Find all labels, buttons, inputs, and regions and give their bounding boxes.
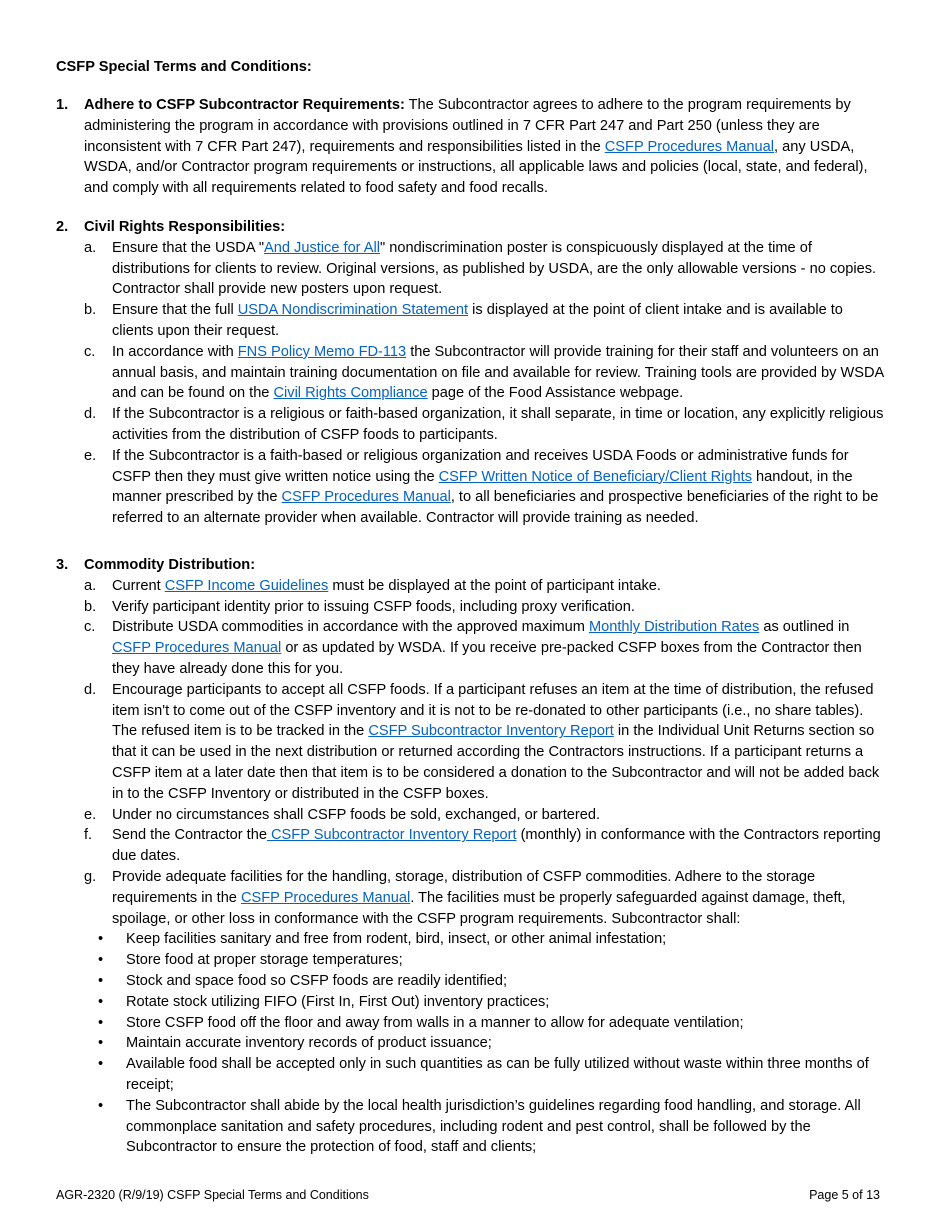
bullet-text: Store CSFP food off the floor and away from walls in a manner to allow for adequate ventilation; <box>126 1014 744 1031</box>
text-run: in the Individual Unit Returns section so that it can be used in the next distribution or returned according the Contractors instructions. If a participant returns a CSFP item at a later date then that item is to be considered a donation to the Subcontractor and will not be added back in to the CSFP Inventory or distributed in the CSFP boxes. <box>112 723 880 802</box>
item-letter: f. <box>84 827 93 844</box>
bullet-text: Maintain accurate inventory records of product issuance; <box>126 1035 492 1052</box>
link-csfp-income-guidelines[interactable]: CSFP Income Guidelines <box>164 577 329 594</box>
item-letter: b. <box>84 598 97 615</box>
link-monthly-distribution-rates[interactable]: Monthly Distribution Rates <box>588 619 760 636</box>
bullet-text: Stock and space food so CSFP foods are readily identified; <box>126 972 508 989</box>
item-letter: d. <box>84 681 97 698</box>
link-csfp-procedures-manual[interactable]: CSFP Procedures Manual <box>281 489 451 506</box>
list-item-f <box>84 825 888 867</box>
bullet-glyph: • <box>98 1097 104 1114</box>
bullet-text: Rotate stock utilizing FIFO (First In, First Out) inventory practices; <box>126 993 550 1010</box>
list-item-c <box>84 617 888 679</box>
text-run: The Subcontractor agrees to adhere to the program requirements by administering the program in accordance with provisions outlined in 7 CFR Part 247 and Part 250 (unless they are inconsistent with 7 CFR Part 247), requirements and responsibilities listed in the <box>84 97 851 155</box>
bullet-glyph: • <box>98 1056 104 1073</box>
bullet-item <box>84 971 888 992</box>
bullet-item <box>84 929 888 950</box>
section-1-text <box>84 95 888 199</box>
text-run: Ensure that the USDA " <box>112 239 265 256</box>
text-run: If the Subcontractor is a religious or faith-based organization, it shall separate, in time or location, any explicitly religious activities from the distribution of CSFP foods to participants. <box>112 406 884 443</box>
link-and-justice-for-all[interactable]: And Justice for All <box>264 239 381 256</box>
bullet-glyph: • <box>98 952 104 969</box>
bullet-text: Available food shall be accepted only in such quantities as can be fully utilized without waste within three months of receipt; <box>126 1056 869 1093</box>
section-number: 1. <box>56 97 69 113</box>
bullet-item <box>84 1054 888 1096</box>
list-item-d <box>84 680 888 805</box>
section-3-items <box>84 576 888 1158</box>
text-run: " nondiscrimination poster is conspicuously displayed at the time of distributions for clients to review. Original versions, as published by USDA, are the only allowable versions - no copies. Contractor shall provide new posters upon request. <box>112 239 877 298</box>
list-item-g <box>84 867 888 929</box>
bullet-text: Keep facilities sanitary and free from rodent, bird, insect, or other animal infestation; <box>126 931 667 948</box>
item-letter: c. <box>84 343 96 360</box>
page-title: CSFP Special Terms and Conditions: <box>56 59 312 75</box>
text-run: . The facilities must be properly safeguarded against damage, theft, spoilage, or other loss in conformance with the CSFP program requirements. Subcontractor shall: <box>112 889 846 927</box>
text-run: must be displayed at the point of participant intake. <box>328 577 661 594</box>
section-heading: Civil Rights Responsibilities: <box>84 219 286 235</box>
link-fns-policy-memo[interactable]: FNS Policy Memo FD-113 <box>237 343 407 360</box>
item-letter: b. <box>84 302 97 319</box>
bullet-glyph: • <box>98 931 104 948</box>
section-3 <box>56 555 888 1158</box>
section-number: 2. <box>56 219 69 235</box>
list-item-b <box>84 597 888 618</box>
item-letter: g. <box>84 868 97 885</box>
bullet-item <box>84 992 888 1013</box>
text-run: Distribute USDA commodities in accordance with the approved maximum <box>112 619 589 636</box>
link-csfp-written-notice[interactable]: CSFP Written Notice of Beneficiary/Client Rights <box>438 468 752 485</box>
bullet-glyph: • <box>98 1035 104 1052</box>
bullet-glyph: • <box>98 972 104 989</box>
section-3-body <box>84 555 888 1158</box>
bullet-item <box>84 1033 888 1054</box>
bullet-text: The Subcontractor shall abide by the local health jurisdiction’s guidelines regarding food handling, and storage. All commonplace sanitation and safety procedures, including rodent and pest control, shall be followed by the Subcontractor to ensure the protection of food, staff and clients; <box>126 1097 861 1156</box>
link-civil-rights-compliance[interactable]: Civil Rights Compliance <box>273 385 428 402</box>
section-heading: Adhere to CSFP Subcontractor Requirements: <box>84 97 405 113</box>
storage-bullet-list <box>84 929 888 1158</box>
list-item-c <box>84 342 888 404</box>
text-run: Provide adequate facilities for the handling, storage, distribution of CSFP commodities. Adhere to the storage requirements in the <box>112 868 816 906</box>
bullet-glyph: • <box>98 1014 104 1031</box>
list-item-e <box>84 446 888 529</box>
section-2 <box>56 217 888 529</box>
bullet-item <box>84 1013 888 1034</box>
link-csfp-subcontractor-inventory-report[interactable]: CSFP Subcontractor Inventory Report <box>266 827 517 844</box>
item-letter: a. <box>84 577 97 594</box>
item-letter: d. <box>84 406 97 423</box>
text-run: or as updated by WSDA. If you receive pre-packed CSFP boxes from the Contractor then they have already done this for you. <box>112 640 862 677</box>
text-run: Ensure that the full <box>112 302 238 319</box>
section-2-body <box>84 217 888 529</box>
list-item-a <box>84 238 888 300</box>
text-run: Send the Contractor the <box>112 827 267 844</box>
bullet-text: Store food at proper storage temperatures; <box>126 952 403 969</box>
list-item-e <box>84 805 888 826</box>
list-item-b <box>84 300 888 342</box>
section-heading: Commodity Distribution: <box>84 557 256 573</box>
text-run: , any USDA, WSDA, and/or Contractor program requirements or instructions, all applicable laws and policies (local, state, and federal), and comply with all requirements related to food safety and food recalls. <box>84 138 868 197</box>
section-2-items <box>84 238 888 529</box>
item-letter: e. <box>84 447 97 464</box>
item-letter: a. <box>84 239 97 256</box>
text-run: as outlined in <box>759 619 850 636</box>
bullet-item <box>84 1096 888 1158</box>
link-csfp-procedures-manual[interactable]: CSFP Procedures Manual <box>604 138 775 155</box>
list-item-a <box>84 576 888 597</box>
link-usda-nondiscrimination-statement[interactable]: USDA Nondiscrimination Statement <box>237 302 469 319</box>
link-csfp-procedures-manual[interactable]: CSFP Procedures Manual <box>240 889 411 906</box>
text-run: Current <box>112 577 165 594</box>
text-run: Verify participant identity prior to issuing CSFP foods, including proxy verification. <box>112 598 635 615</box>
bullet-glyph: • <box>98 993 104 1010</box>
item-letter: e. <box>84 806 97 823</box>
text-run: , to all beneficiaries and prospective beneficiaries of the right to be referred to an alternate provider when available. Contractor will provide training as needed. <box>112 489 879 527</box>
text-run: is displayed at the point of client intake and is available to clients upon their request. <box>112 302 843 339</box>
text-run: Under no circumstances shall CSFP foods be sold, exchanged, or bartered. <box>112 806 601 823</box>
text-run: page of the Food Assistance webpage. <box>427 385 684 402</box>
text-run: (monthly) in conformance with the Contractors reporting due dates. <box>112 827 881 865</box>
list-item-d <box>84 404 888 446</box>
item-letter: c. <box>84 619 96 636</box>
text-run: the Subcontractor will provide training for their staff and volunteers on an annual basis, and maintain training documentation on file and available for review. Training tools are provided by WSDA and can be found on the <box>112 343 884 402</box>
text-run: In accordance with <box>112 343 238 360</box>
text-run: Encourage participants to accept all CSFP foods. If a participant refuses an item at the time of distribution, the refused item isn't to come out of the CSFP inventory and it is not to be re-donated to other participants (i.e., no share tables). The refused item is to be tracked in the <box>112 681 874 740</box>
footer-page-number: Page 5 of 13 <box>809 1188 880 1202</box>
text-run: If the Subcontractor is a faith-based or religious organization and receives USDA Foods or administrative funds for CSFP then they must give written notice using the <box>112 447 849 485</box>
section-number: 3. <box>56 557 69 573</box>
footer-form-id: AGR-2320 (R/9/19) CSFP Special Terms and Conditions <box>56 1188 369 1202</box>
bullet-item <box>84 950 888 971</box>
link-csfp-subcontractor-inventory-report[interactable]: CSFP Subcontractor Inventory Report <box>368 723 614 740</box>
link-csfp-procedures-manual[interactable]: CSFP Procedures Manual <box>112 640 282 657</box>
text-run: handout, in the manner prescribed by the <box>112 468 853 506</box>
section-1 <box>56 95 888 199</box>
